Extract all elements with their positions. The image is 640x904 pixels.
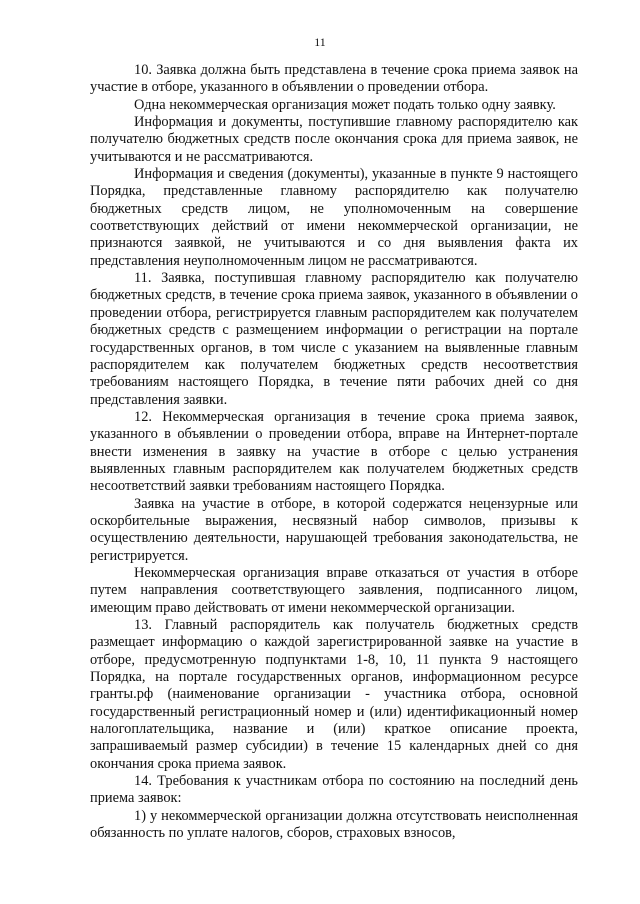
paragraph-13-publication: 13. Главный распорядитель как получатель бюджетных средств размещает информацию о каждой зарегистрированной заявке на участие в отборе, предусмотренную подпунктами 1-8, 10, 11 пункта 9 настоящего Порядка, на портале государственных органов, информационном ресурсе гранты.рф (наименование организации - участника отбора, основной государственный регистрационный номер и (или) идентификационный номер налогоплательщика, название и (или) краткое описание проекта, запрашиваемый размер субсидии) в течение 15 календарных дней со дня окончания срока приема заявок. bbox=[90, 617, 578, 772]
paragraph-one-application-limit: Одна некоммерческая организация может подать только одну заявку. bbox=[134, 96, 556, 113]
paragraph-12-amendments: 12. Некоммерческая организация в течение срока приема заявок, указанного в объявлении о проведении отбора, вправе на Интернет-портале внести изменения в заявку на участие в отборе с целью устранения выявленных главным распорядителем как получателем бюджетных средств несоответствий заявки требованиям настоящего Порядка. bbox=[90, 408, 578, 495]
paragraph-unauthorized-submission: Информация и сведения (документы), указанные в пункте 9 настоящего Порядка, представленные главному распорядителю как получателю бюджетных средств лицом, не уполномоченным на совершение соответствующих действий от имени некоммерческой организации, не признаются заявкой, не учитываются и со дня выявления факта их представления неуполномоченным лицом не рассматриваются. bbox=[90, 166, 578, 269]
paragraph-11-registration: 11. Заявка, поступившая главному распорядителю как получателю бюджетных средств, в течение срока приема заявок, указанного в объявлении о проведении отбора, регистрируется главным распорядителем как получателем бюджетных средств с размещением информации о регистрации на портале государственных органов, в том числе с указанием на выявленные главным распорядителем как получателем бюджетных средств несоответствия требованиям настоящего Порядка, в течение пяти рабочих дней со дня представления заявки. bbox=[90, 270, 578, 408]
paragraph-14-requirements: 14. Требования к участникам отбора по состоянию на последний день приема заявок: bbox=[90, 773, 578, 807]
paragraph-withdrawal: Некоммерческая организация вправе отказаться от участия в отборе путем направления соответствующего заявления, подписанного лицом, имеющим право действовать от имени некоммерческой организации. bbox=[90, 564, 578, 616]
paragraph-requirement-1: 1) у некоммерческой организации должна отсутствовать неисполненная обязанность по уплате налогов, сборов, страховых взносов, bbox=[90, 807, 578, 842]
page-number: 11 bbox=[314, 35, 326, 49]
document-body bbox=[90, 62, 578, 842]
paragraph-late-documents: Информация и документы, поступившие главному распорядителю как получателю бюджетных средств после окончания срока для приема заявок, не учитываются и не рассматриваются. bbox=[90, 114, 578, 165]
paragraph-10-submission-deadline: 10. Заявка должна быть представлена в течение срока приема заявок на участие в отборе, указанного в объявлении о проведении отбора. bbox=[90, 62, 578, 96]
paragraph-unregistered-content: Заявка на участие в отборе, в которой содержатся нецензурные или оскорбительные выражения, несвязный набор символов, призывы к осуществлению деятельности, нарушающей требования законодательства, не регистрируется. bbox=[90, 495, 578, 564]
